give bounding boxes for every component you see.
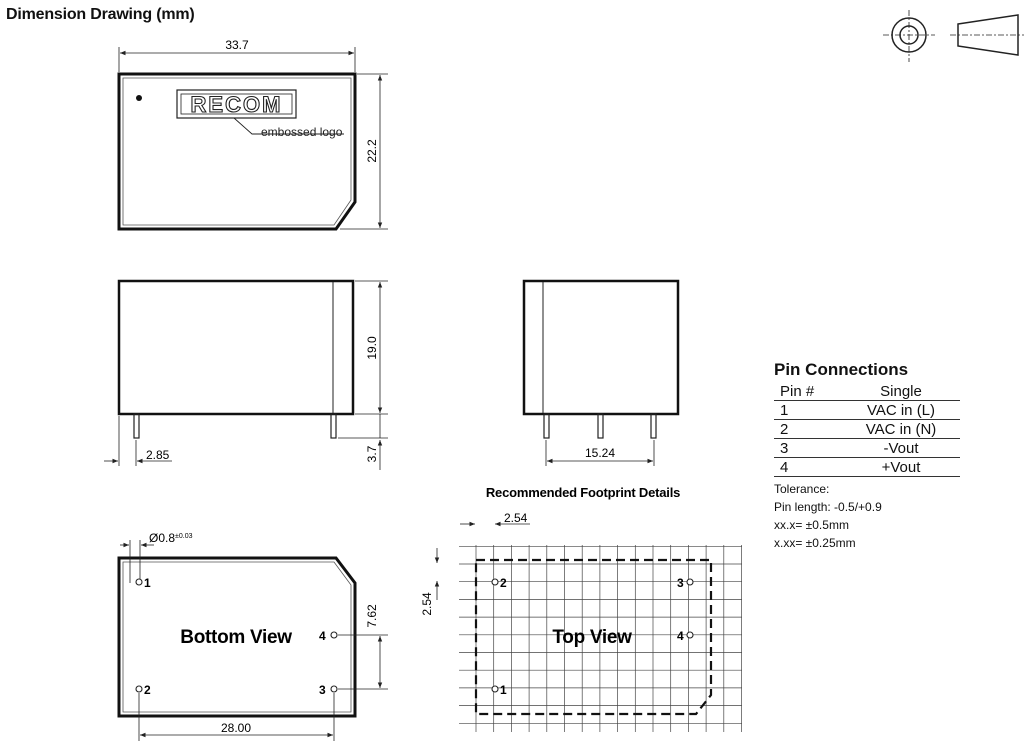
tolerance-line: Pin length: -0.5/+0.9 [774, 500, 882, 514]
footprint-pin-1 [492, 686, 498, 692]
footprint-pin-2-label: 2 [500, 576, 507, 590]
top-view [119, 38, 388, 229]
pin-function: -Vout [842, 439, 960, 458]
pin-function: +Vout [842, 458, 960, 477]
pin-connections-panel [774, 360, 964, 552]
footprint-view [420, 485, 742, 732]
table-row [774, 458, 960, 477]
footprint-pin-4 [687, 632, 693, 638]
bottom-pin-4 [331, 632, 337, 638]
end-pin-left [544, 414, 549, 438]
footprint-pin-3-label: 3 [677, 576, 684, 590]
bottom-view-label: Bottom View [180, 627, 292, 648]
table-row [774, 439, 960, 458]
pin-function: VAC in (N) [842, 420, 960, 439]
page-title: Dimension Drawing (mm) [6, 6, 195, 23]
pin-1-marker-dot [136, 95, 142, 101]
top-height-dim-label: 22.2 [365, 139, 379, 163]
bottom-horizontal-dim-label: 28.00 [220, 721, 252, 735]
bottom-pin-2-label: 2 [144, 683, 151, 697]
tolerance-line: xx.x= ±0.5mm [774, 518, 849, 532]
pin-diameter-label: $Ø0.8^{\pm 0.03}$ [149, 531, 193, 545]
embossed-logo-callout: embossed logo [261, 125, 343, 139]
side-pin-left [134, 414, 139, 438]
bottom-pin-3-label: 3 [319, 683, 326, 697]
end-pin-middle [598, 414, 603, 438]
footprint-pin-2 [492, 579, 498, 585]
grid-vertical-dim-label: 2.54 [420, 592, 434, 616]
third-angle-projection-circle-icon [883, 10, 935, 62]
third-angle-projection-cone-icon [950, 15, 1024, 55]
header-pin: Pin # [774, 382, 842, 401]
recom-logo [177, 90, 296, 118]
bottom-pin-1 [136, 579, 142, 585]
footprint-heading: Recommended Footprint Details [485, 485, 681, 500]
bottom-pin-1-label: 1 [144, 576, 151, 590]
pin-length-dim-label: 3.7 [365, 445, 379, 463]
pin-connections-title: Pin Connections [774, 360, 909, 379]
bottom-view [119, 531, 388, 741]
side-view [104, 281, 388, 470]
bottom-pin-3 [331, 686, 337, 692]
grid-horizontal-dim-label: 2.54 [504, 511, 528, 525]
bottom-pin-4-label: 4 [319, 629, 326, 643]
end-pin-right [651, 414, 656, 438]
footprint-pin-1-label: 1 [500, 683, 507, 697]
end-view-body [524, 281, 678, 414]
side-view-body [119, 281, 353, 414]
side-pin-right [331, 414, 336, 438]
bottom-pin-2 [136, 686, 142, 692]
pin-number: 1 [774, 401, 842, 420]
footprint-pin-4-label: 4 [677, 629, 684, 643]
recom-logo-text: RECOM [190, 92, 283, 117]
footprint-pin-3 [687, 579, 693, 585]
bottom-vertical-dim-label: 7.62 [365, 604, 379, 628]
top-width-dim-label: 33.7 [225, 38, 249, 52]
top-view-label: Top View [552, 627, 632, 648]
table-row [774, 401, 960, 420]
pin-connections-table [774, 382, 960, 477]
table-row [774, 420, 960, 439]
pin-offset-dim-label: 2.85 [146, 448, 170, 462]
table-header-row [774, 382, 960, 401]
tolerance-label: Tolerance: [774, 482, 830, 496]
end-view [524, 281, 678, 466]
tolerance-line: x.xx= ±0.25mm [774, 536, 856, 550]
header-single: Single [842, 382, 960, 401]
pin-spacing-dim-label: 15.24 [584, 446, 616, 460]
tolerance-notes [774, 480, 964, 552]
side-height-dim-label: 19.0 [365, 336, 379, 360]
pin-number: 2 [774, 420, 842, 439]
pin-number: 4 [774, 458, 842, 477]
pin-function: VAC in (L) [842, 401, 960, 420]
pin-number: 3 [774, 439, 842, 458]
